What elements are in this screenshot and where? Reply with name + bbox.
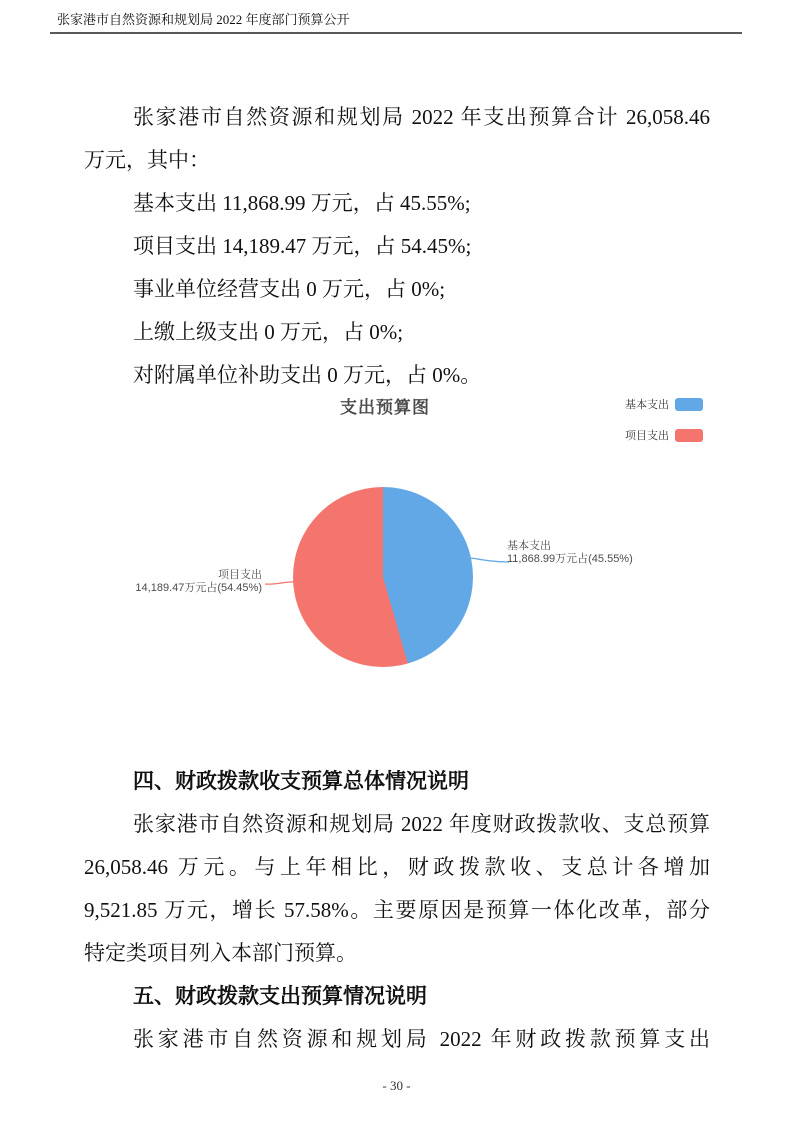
legend-item-project bbox=[625, 427, 703, 443]
legend-label: 基本支出 bbox=[625, 399, 669, 411]
pie-label-project bbox=[125, 569, 262, 595]
pie bbox=[293, 487, 473, 667]
pie-label-basic bbox=[507, 540, 633, 566]
pie-label-value: 14,189.47万元占(54.45%) bbox=[135, 582, 262, 594]
budget-item-operating: 事业单位经营支出 0 万元，占 0%; bbox=[133, 277, 446, 301]
pie-label-name: 项目支出 bbox=[218, 569, 262, 581]
paragraph-line: 张家港市自然资源和规划局 2022 年支出预算合计 26,058.46 bbox=[133, 105, 710, 129]
budget-item-project: 项目支出 14,189.47 万元，占 54.45%; bbox=[133, 234, 472, 258]
paragraph-line: 万元，其中： bbox=[84, 148, 210, 172]
pie-label-value: 11,868.99万元占(45.55%) bbox=[507, 553, 633, 565]
page-number: - 30 - bbox=[382, 1078, 411, 1093]
paragraph-line: 9,521.85 万元，增长 57.58%。主要原因是预算一体化改革，部分 bbox=[84, 898, 710, 922]
pie-label-name: 基本支出 bbox=[507, 540, 551, 552]
page-header bbox=[50, 10, 742, 34]
expenditure-budget-chart bbox=[65, 388, 728, 700]
budget-item-subsidy: 对附属单位补助支出 0 万元，占 0%。 bbox=[133, 363, 482, 387]
budget-item-basic: 基本支出 11,868.99 万元，占 45.55%; bbox=[133, 191, 471, 215]
paragraph-line: 26,058.46 万元。与上年相比，财政拨款收、支总计各增加 bbox=[84, 855, 710, 879]
legend-swatch-blue bbox=[675, 398, 703, 411]
paragraph-line: 特定类项目列入本部门预算。 bbox=[84, 941, 357, 965]
section4-heading: 四、财政拨款收支预算总体情况说明 bbox=[133, 769, 469, 793]
chart-title: 支出预算图 bbox=[340, 398, 430, 417]
paragraph-line: 张家港市自然资源和规划局 2022 年财政拨款预算支出 bbox=[133, 1027, 710, 1051]
legend-swatch-red bbox=[675, 429, 703, 442]
paragraph-line: 张家港市自然资源和规划局 2022 年度财政拨款收、支总预算 bbox=[133, 812, 710, 836]
chart-legend bbox=[625, 396, 703, 458]
legend-item-basic bbox=[625, 396, 703, 412]
intro-block bbox=[84, 96, 710, 397]
section5-heading: 五、财政拨款支出预算情况说明 bbox=[133, 984, 427, 1008]
page-footer bbox=[0, 1078, 793, 1094]
leader-line-basic bbox=[469, 554, 511, 568]
leader-line-project bbox=[261, 576, 301, 590]
budget-item-upward: 上缴上级支出 0 万元，占 0%; bbox=[133, 320, 404, 344]
header-title: 张家港市自然资源和规划局 2022 年度部门预算公开 bbox=[57, 12, 350, 27]
legend-label: 项目支出 bbox=[625, 430, 669, 442]
sections-block bbox=[84, 760, 710, 1061]
